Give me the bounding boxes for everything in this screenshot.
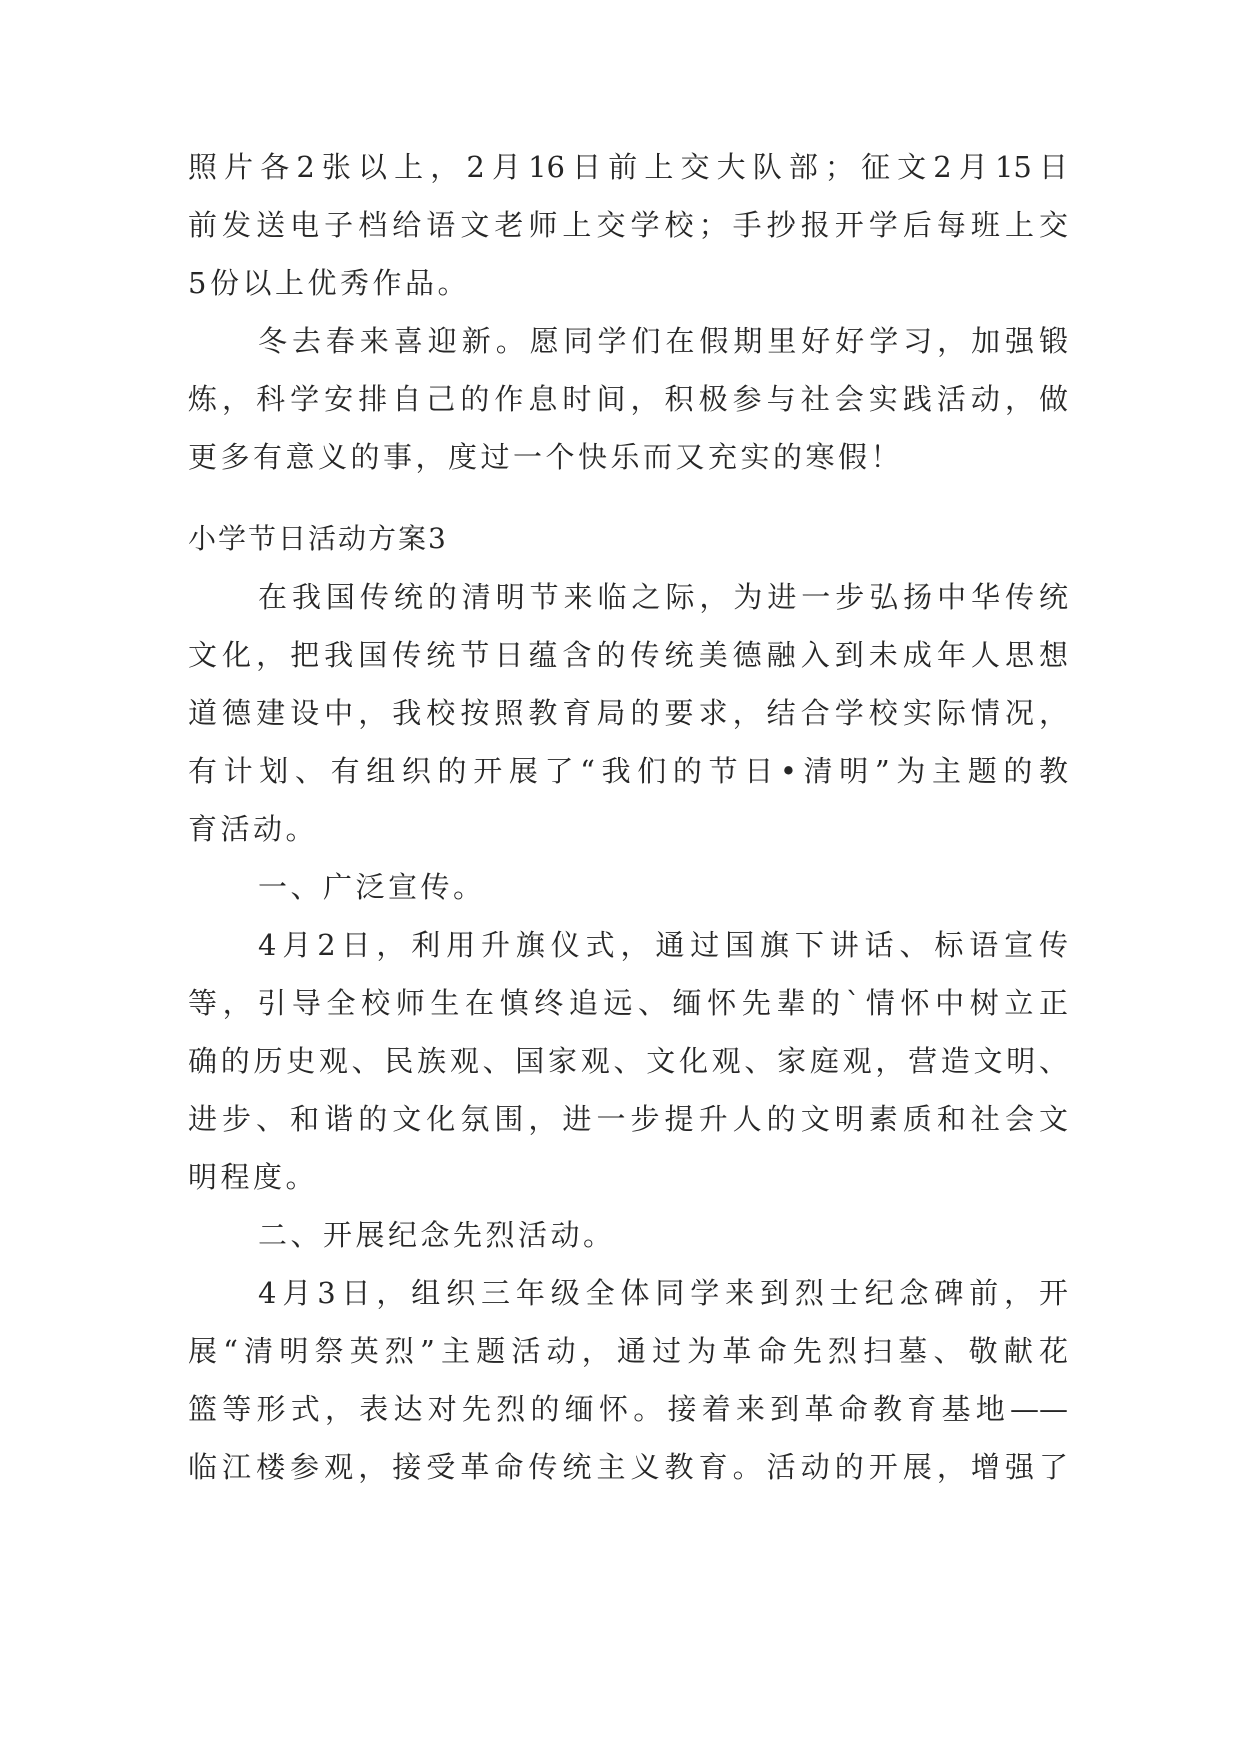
paragraph-line: 文化，把我国传统节日蕴含的传统美德融入到未成年人思想 xyxy=(188,638,1068,672)
paragraph-line: 篮等形式，表达对先烈的缅怀。接着来到革命教育基地—— xyxy=(188,1392,1068,1426)
paragraph-line: 更多有意义的事，度过一个快乐而又充实的寒假！ xyxy=(188,440,904,474)
subheading: 二、开展纪念先烈活动。 xyxy=(258,1218,616,1252)
paragraph-line: 等，引导全校师生在慎终追远、缅怀先辈的`情怀中树立正 xyxy=(188,986,1068,1020)
paragraph-line: 炼，科学安排自己的作息时间，积极参与社会实践活动，做 xyxy=(188,382,1068,416)
paragraph-line: 道德建设中，我校按照教育局的要求，结合学校实际情况， xyxy=(188,696,1068,730)
paragraph-line: 5份以上优秀作品。 xyxy=(188,266,470,300)
paragraph-line: 确的历史观、民族观、国家观、文化观、家庭观，营造文明、 xyxy=(188,1044,1068,1078)
paragraph-line: 展“清明祭英烈”主题活动，通过为革命先烈扫墓、敬献花 xyxy=(188,1334,1068,1368)
paragraph-line: 进步、和谐的文化氛围，进一步提升人的文明素质和社会文 xyxy=(188,1102,1068,1136)
paragraph-line: 前发送电子档给语文老师上交学校；手抄报开学后每班上交 xyxy=(188,208,1068,242)
section-title: 小学节日活动方案3 xyxy=(188,522,448,555)
paragraph-line: 4月2日，利用升旗仪式，通过国旗下讲话、标语宣传 xyxy=(258,928,1068,962)
paragraph-line: 有计划、有组织的开展了“我们的节日•清明”为主题的教 xyxy=(188,754,1068,788)
paragraph-line: 冬去春来喜迎新。愿同学们在假期里好好学习，加强锻 xyxy=(258,324,1068,358)
paragraph-line: 明程度。 xyxy=(188,1160,319,1194)
paragraph-line: 临江楼参观，接受革命传统主义教育。活动的开展，增强了 xyxy=(188,1450,1068,1484)
paragraph-line: 4月3日，组织三年级全体同学来到烈士纪念碑前，开 xyxy=(258,1276,1068,1310)
paragraph-line: 在我国传统的清明节来临之际，为进一步弘扬中华传统 xyxy=(258,580,1068,614)
paragraph-line: 育活动。 xyxy=(188,812,319,846)
paragraph-line: 照片各2张以上，2月16日前上交大队部；征文2月15日 xyxy=(188,150,1068,184)
subheading: 一、广泛宣传。 xyxy=(258,870,486,904)
